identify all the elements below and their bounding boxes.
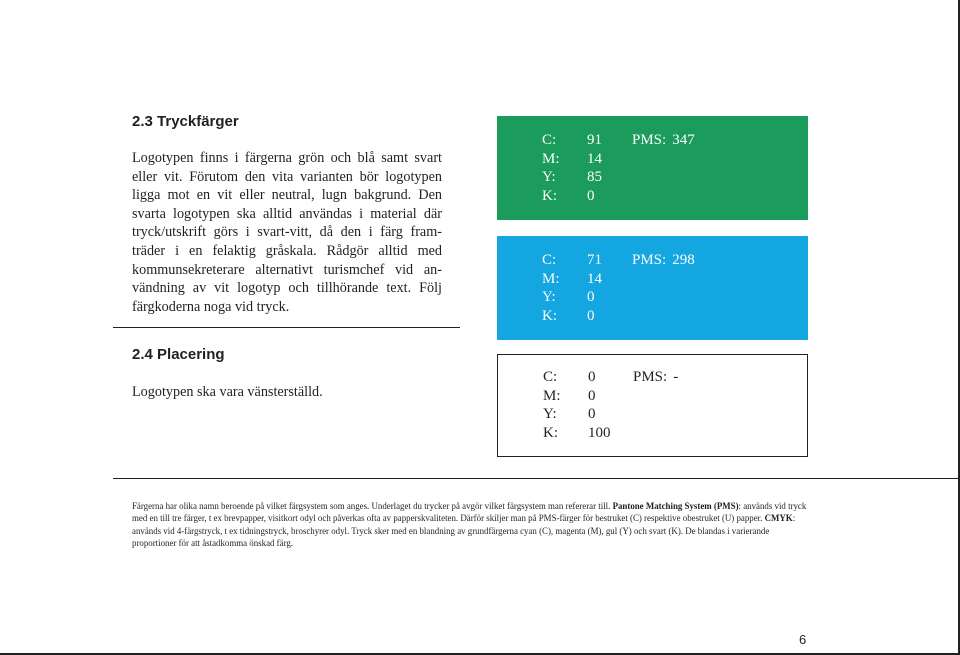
cmyk-row-k [543,424,633,443]
cmyk-label: C: [542,252,557,268]
cmyk-row-m [543,387,633,406]
cmyk-row-m [542,150,632,169]
paragraph-line: kommunsekreterare alternativt turismchef vid an- [132,261,442,278]
paragraph-line: ligga mot en vit eller neutral, lugn bakgrund. Den [132,187,442,204]
paragraph-line: eller vit. Förutom den vita varianten bör logotypen [132,168,442,185]
cmyk-value: 71 [587,252,602,268]
paragraph-line: Logotypen finns i färgerna grön och blå samt svart [132,150,442,166]
cmyk-value: 91 [587,132,602,148]
cmyk-row-c [542,131,632,150]
pms-code [632,131,695,150]
cmyk-value: 0 [588,406,596,422]
cmyk-value: 0 [588,369,596,385]
footnote-cmyk-text: : används vid 4-färgstryck, t ex tidningstryck, broschyrer odyl. Tryck sker med en blandning av grundfärgerna cyan (C), magenta (M), gul (Y) och svart (K). De blandas i varierande proportioner för att åstadkomma önskad färg. [132,513,796,549]
cmyk-row-k [542,307,632,326]
cmyk-value: 0 [587,307,595,324]
section-heading-tryckfarger: 2.3 Tryckfärger [132,113,239,130]
pms-value: 298 [672,252,695,268]
section-divider [113,327,460,328]
section-heading-placering: 2.4 Placering [132,346,225,363]
page-number: 6 [799,632,807,647]
placering-paragraph: Logotypen ska vara vänsterställd. [132,384,323,400]
cmyk-row-m [542,270,632,289]
pms-code [632,251,695,270]
pms-label: PMS: [632,252,667,268]
paragraph-line: träder i en felaktig gråskala. Rådgör alltid med [132,242,442,259]
cmyk-row-k [542,187,632,206]
cmyk-row-y [542,168,632,187]
color-swatch-black [497,354,808,457]
cmyk-values [543,368,633,442]
pms-value: 347 [672,132,695,148]
pms-value: - [673,369,679,385]
pms-code [633,368,678,387]
cmyk-label: Y: [542,289,556,305]
cmyk-row-y [542,288,632,307]
pms-label: PMS: [633,369,668,385]
cmyk-row-c [542,251,632,270]
color-swatch-green [497,116,808,220]
cmyk-label: K: [543,424,558,441]
cmyk-value: 0 [588,387,596,404]
cmyk-value: 100 [588,424,611,441]
cmyk-label: C: [542,132,557,148]
cmyk-value: 0 [587,187,595,204]
color-swatch-blue [497,236,808,340]
paragraph-line: vändning av vit logotyp och tillhörande text. Följ [132,280,442,297]
cmyk-value: 14 [587,270,602,287]
cmyk-label: K: [542,307,557,324]
footnote-term-cmyk: CMYK [764,513,793,524]
cmyk-label: M: [542,270,560,287]
cmyk-label: K: [542,187,557,204]
footnote-term-pms: Pantone Matching System (PMS) [612,501,739,511]
cmyk-value: 14 [587,150,602,167]
pms-label: PMS: [632,132,667,148]
cmyk-values [542,251,632,325]
footnote-pms-text: : används vid tryck med en till tre färger, t ex brevpapper, visitkort odyl och påverkas ofta av papperskvaliteten. Därför skiljer man på PMS-färger för bestruket (C) respektive obestruket (U) papper. [132,501,807,524]
paragraph-line: svarta logotypen ska alltid användas i material där [132,205,442,222]
footnote-text [132,500,808,550]
paragraph-line: färgkoderna noga vid tryck. [132,298,290,315]
cmyk-row-c [543,368,633,387]
cmyk-value: 85 [587,169,602,185]
tryckfarger-paragraph [132,149,442,316]
footnote-divider [113,478,958,479]
cmyk-values [542,131,632,205]
paragraph-line: tryck/utskrift görs i svart-vitt, då den i färg fram- [132,224,442,241]
cmyk-label: Y: [542,169,556,185]
cmyk-label: M: [543,387,561,404]
cmyk-label: Y: [543,406,557,422]
cmyk-value: 0 [587,289,595,305]
cmyk-label: C: [543,369,558,385]
footnote-intro: Färgerna har olika namn beroende på vilket färgsystem som anges. Underlaget du trycker på avgör vilket färgsystem man refererar till. [132,501,613,511]
cmyk-label: M: [542,150,560,167]
cmyk-row-y [543,405,633,424]
